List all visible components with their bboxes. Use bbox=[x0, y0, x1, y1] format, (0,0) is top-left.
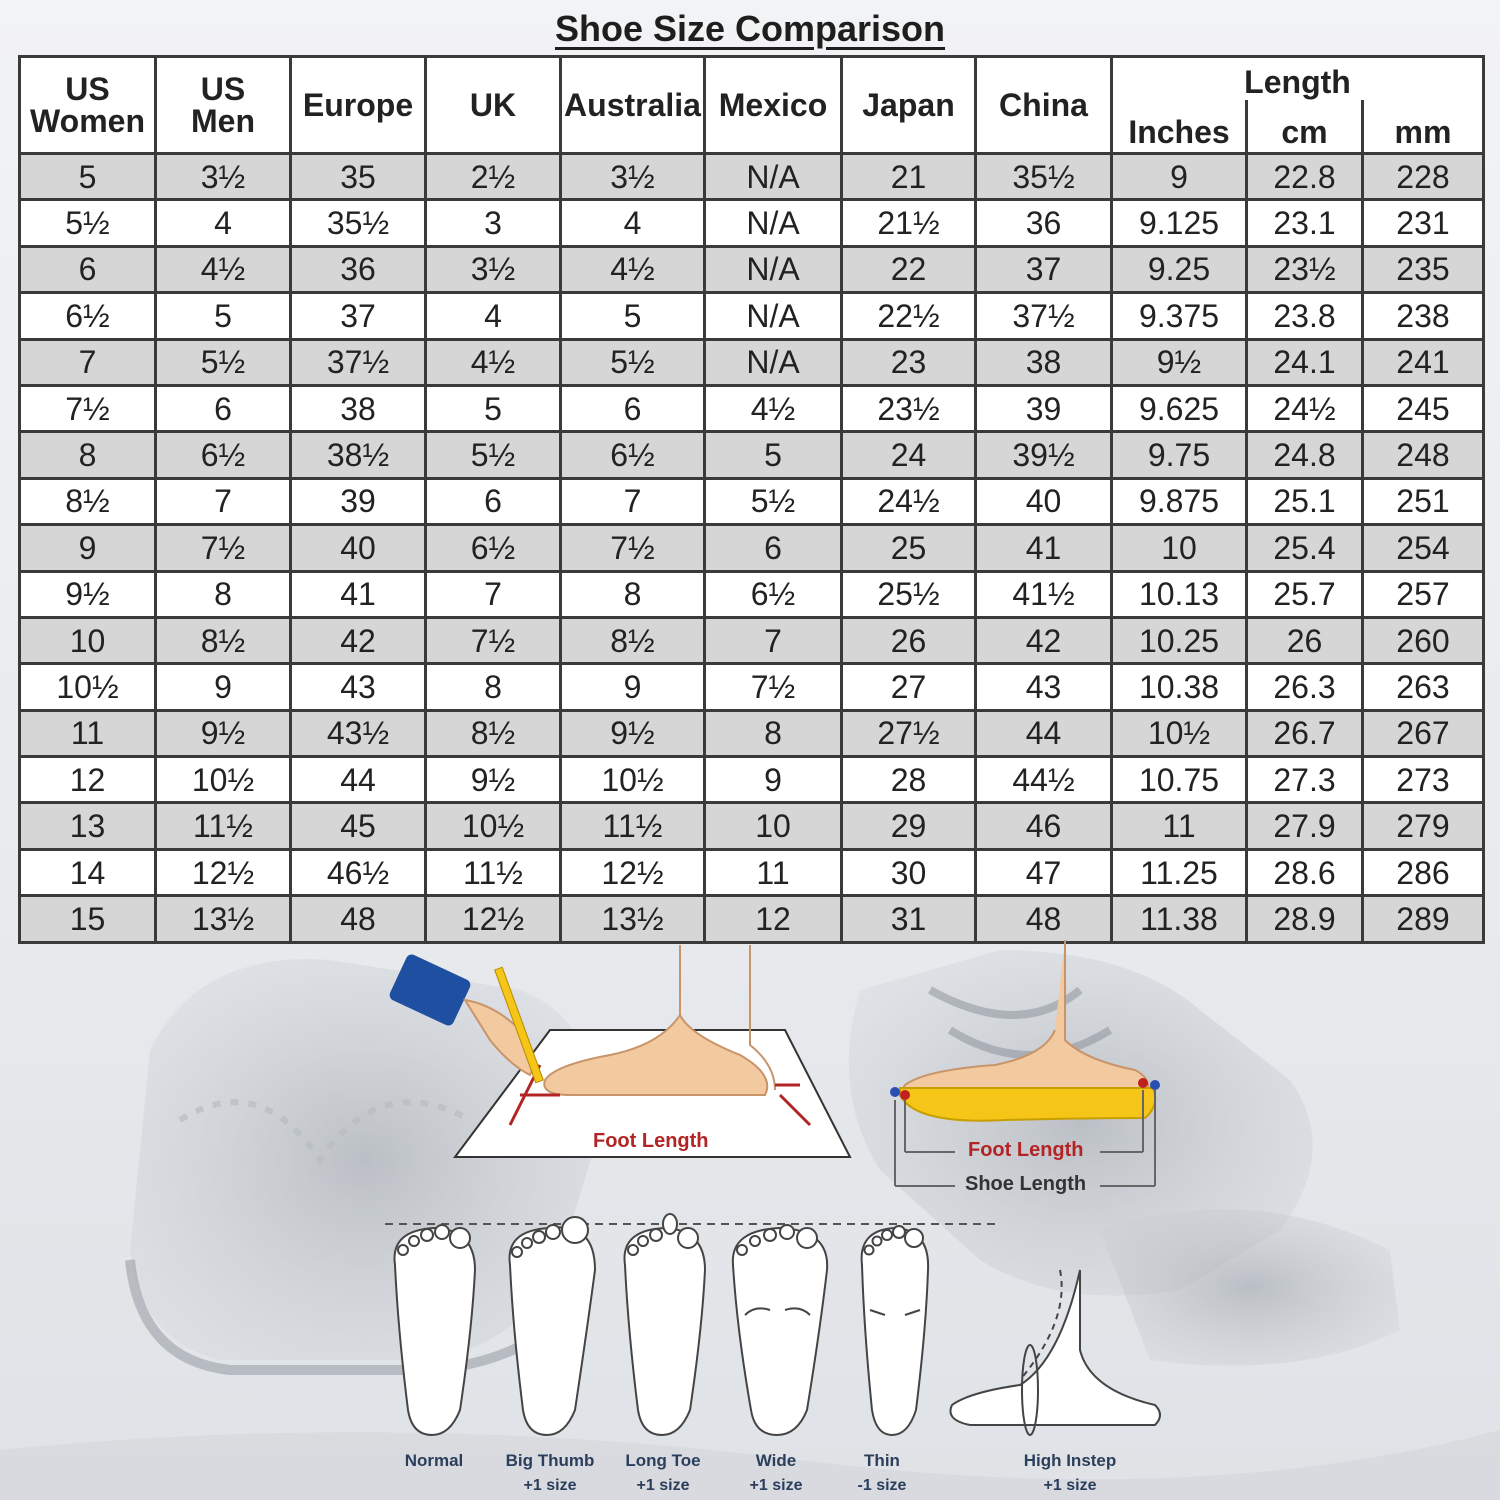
table-cell: 6 bbox=[426, 478, 561, 524]
table-cell: 4½ bbox=[156, 246, 291, 292]
table-cell: 36 bbox=[291, 246, 426, 292]
header-us-women-line2: Women bbox=[30, 103, 145, 139]
table-cell: 43½ bbox=[291, 710, 426, 756]
table-row bbox=[20, 664, 1484, 710]
table-cell: 45 bbox=[291, 803, 426, 849]
table-cell: 40 bbox=[976, 478, 1112, 524]
table-cell: 3½ bbox=[426, 246, 561, 292]
table-cell: 10 bbox=[1112, 525, 1247, 571]
table-cell: 28.6 bbox=[1247, 849, 1363, 895]
table-cell: 11 bbox=[1112, 803, 1247, 849]
table-cell: 9.375 bbox=[1112, 293, 1247, 339]
table-cell: 25.7 bbox=[1247, 571, 1363, 617]
table-cell: 12½ bbox=[561, 849, 705, 895]
table-cell: 11½ bbox=[156, 803, 291, 849]
table-row bbox=[20, 757, 1484, 803]
table-body bbox=[20, 154, 1484, 943]
table-cell: 25½ bbox=[842, 571, 976, 617]
table-cell: 12½ bbox=[426, 896, 561, 942]
table-cell: 39 bbox=[976, 385, 1112, 431]
table-cell: N/A bbox=[705, 200, 842, 246]
table-cell: 35½ bbox=[291, 200, 426, 246]
table-cell: 7½ bbox=[20, 385, 156, 431]
table-cell: 10 bbox=[705, 803, 842, 849]
table-cell: 10½ bbox=[561, 757, 705, 803]
table-cell: 24½ bbox=[1247, 385, 1363, 431]
table-cell: 27½ bbox=[842, 710, 976, 756]
table-cell: 6½ bbox=[705, 571, 842, 617]
table-cell: 9.875 bbox=[1112, 478, 1247, 524]
table-cell: 260 bbox=[1363, 617, 1484, 663]
table-cell: 5 bbox=[20, 154, 156, 200]
table-cell: 11 bbox=[20, 710, 156, 756]
table-cell: 5 bbox=[705, 432, 842, 478]
table-row bbox=[20, 293, 1484, 339]
table-cell: 44 bbox=[976, 710, 1112, 756]
table-cell: 248 bbox=[1363, 432, 1484, 478]
table-cell: 43 bbox=[976, 664, 1112, 710]
table-cell: 254 bbox=[1363, 525, 1484, 571]
table-cell: 11.25 bbox=[1112, 849, 1247, 895]
table-cell: 38½ bbox=[291, 432, 426, 478]
table-cell: 37 bbox=[291, 293, 426, 339]
table-row bbox=[20, 200, 1484, 246]
table-cell: 4 bbox=[426, 293, 561, 339]
table-cell: 10.38 bbox=[1112, 664, 1247, 710]
table-cell: 6½ bbox=[426, 525, 561, 571]
table-cell: 12½ bbox=[156, 849, 291, 895]
table-cell: 5½ bbox=[20, 200, 156, 246]
table-cell: 11 bbox=[705, 849, 842, 895]
table-cell: 21½ bbox=[842, 200, 976, 246]
table-row bbox=[20, 339, 1484, 385]
table-cell: 25.1 bbox=[1247, 478, 1363, 524]
thin-foot-icon bbox=[862, 1226, 928, 1435]
table-cell: 48 bbox=[291, 896, 426, 942]
table-cell: 10½ bbox=[1112, 710, 1247, 756]
table-cell: 4 bbox=[561, 200, 705, 246]
shoe-size-table bbox=[18, 55, 1485, 944]
table-cell: 38 bbox=[291, 385, 426, 431]
table-cell: 7½ bbox=[156, 525, 291, 571]
foot-type-big-thumb-note: +1 size bbox=[523, 1477, 577, 1494]
table-cell: 267 bbox=[1363, 710, 1484, 756]
table-cell: 5 bbox=[426, 385, 561, 431]
table-cell: 25.4 bbox=[1247, 525, 1363, 571]
table-cell: 238 bbox=[1363, 293, 1484, 339]
table-cell: 26 bbox=[1247, 617, 1363, 663]
table-cell: 3½ bbox=[156, 154, 291, 200]
table-cell: 245 bbox=[1363, 385, 1484, 431]
header-australia: Australia bbox=[561, 57, 705, 154]
table-cell: 9 bbox=[20, 525, 156, 571]
table-cell: 10.75 bbox=[1112, 757, 1247, 803]
table-cell: 22½ bbox=[842, 293, 976, 339]
table-cell: 23 bbox=[842, 339, 976, 385]
foot-type-long-toe-note: +1 size bbox=[636, 1477, 690, 1494]
table-cell: 23½ bbox=[1247, 246, 1363, 292]
table-cell: 44 bbox=[291, 757, 426, 803]
table-cell: 231 bbox=[1363, 200, 1484, 246]
table-cell: 7 bbox=[20, 339, 156, 385]
table-cell: 286 bbox=[1363, 849, 1484, 895]
table-cell: 35½ bbox=[976, 154, 1112, 200]
table-row bbox=[20, 710, 1484, 756]
header-cm: cm bbox=[1247, 100, 1363, 154]
table-cell: 8 bbox=[20, 432, 156, 478]
header-europe: Europe bbox=[291, 57, 426, 154]
wide-foot-icon bbox=[733, 1225, 827, 1435]
table-cell: 26.7 bbox=[1247, 710, 1363, 756]
table-row bbox=[20, 246, 1484, 292]
table-cell: 5½ bbox=[426, 432, 561, 478]
table-row bbox=[20, 849, 1484, 895]
table-cell: 46 bbox=[976, 803, 1112, 849]
table-cell: 7½ bbox=[426, 617, 561, 663]
table-cell: 24 bbox=[842, 432, 976, 478]
table-row bbox=[20, 571, 1484, 617]
table-cell: 9½ bbox=[561, 710, 705, 756]
header-us-men-line2: Men bbox=[191, 103, 255, 139]
table-cell: 8½ bbox=[426, 710, 561, 756]
header-inches: Inches bbox=[1112, 100, 1247, 154]
table-cell: 6½ bbox=[561, 432, 705, 478]
table-cell: 40 bbox=[291, 525, 426, 571]
table-cell: 37½ bbox=[976, 293, 1112, 339]
foot-type-high-instep-note: +1 size bbox=[1043, 1477, 1097, 1494]
table-cell: 38 bbox=[976, 339, 1112, 385]
table-cell: 5 bbox=[561, 293, 705, 339]
table-cell: 27 bbox=[842, 664, 976, 710]
table-cell: 289 bbox=[1363, 896, 1484, 942]
table-cell: 41 bbox=[291, 571, 426, 617]
table-cell: 10½ bbox=[156, 757, 291, 803]
table-cell: 257 bbox=[1363, 571, 1484, 617]
table-cell: 41 bbox=[976, 525, 1112, 571]
foot-type-wide-note: +1 size bbox=[749, 1477, 803, 1494]
table-cell: 12 bbox=[20, 757, 156, 803]
table-cell: 12 bbox=[705, 896, 842, 942]
high-instep-foot-icon bbox=[950, 1270, 1160, 1435]
table-cell: 5½ bbox=[156, 339, 291, 385]
foot-type-wide-label: Wide bbox=[755, 1451, 797, 1470]
table-cell: 47 bbox=[976, 849, 1112, 895]
table-cell: 43 bbox=[291, 664, 426, 710]
foot-type-thin-label: Thin bbox=[864, 1451, 900, 1470]
big-thumb-foot-icon bbox=[510, 1217, 596, 1435]
table-cell: 25 bbox=[842, 525, 976, 571]
table-cell: 35 bbox=[291, 154, 426, 200]
table-cell: 9.125 bbox=[1112, 200, 1247, 246]
table-cell: N/A bbox=[705, 293, 842, 339]
measure-foot-length-label: Foot Length bbox=[593, 1130, 709, 1152]
foot-type-thin-note: -1 size bbox=[857, 1477, 907, 1494]
table-row bbox=[20, 478, 1484, 524]
table-cell: 9.75 bbox=[1112, 432, 1247, 478]
table-cell: 42 bbox=[976, 617, 1112, 663]
table-row bbox=[20, 896, 1484, 942]
table-cell: 241 bbox=[1363, 339, 1484, 385]
table-cell: 10 bbox=[20, 617, 156, 663]
foot-type-long-toe-label: Long Toe bbox=[625, 1451, 701, 1470]
header-china: China bbox=[976, 57, 1112, 154]
table-cell: 46½ bbox=[291, 849, 426, 895]
table-cell: 4 bbox=[156, 200, 291, 246]
table-cell: 13½ bbox=[561, 896, 705, 942]
table-cell: 9 bbox=[561, 664, 705, 710]
header-japan: Japan bbox=[842, 57, 976, 154]
table-cell: 23.8 bbox=[1247, 293, 1363, 339]
table-cell: N/A bbox=[705, 246, 842, 292]
table-cell: 36 bbox=[976, 200, 1112, 246]
table-cell: 24½ bbox=[842, 478, 976, 524]
header-us-women bbox=[20, 57, 156, 154]
table-cell: 10½ bbox=[426, 803, 561, 849]
foot-type-big-thumb-label: Big Thumb bbox=[505, 1451, 595, 1470]
table-cell: 13 bbox=[20, 803, 156, 849]
table-cell: 6½ bbox=[156, 432, 291, 478]
table-cell: 4½ bbox=[705, 385, 842, 431]
header-mm: mm bbox=[1363, 100, 1484, 154]
shoe-length-label: Shoe Length bbox=[965, 1173, 1087, 1195]
table-cell: 7 bbox=[705, 617, 842, 663]
table-cell: 3 bbox=[426, 200, 561, 246]
table-cell: 22.8 bbox=[1247, 154, 1363, 200]
table-cell: 41½ bbox=[976, 571, 1112, 617]
shoe-foot-length-label: Foot Length bbox=[968, 1139, 1084, 1161]
table-cell: 8 bbox=[705, 710, 842, 756]
table-cell: 228 bbox=[1363, 154, 1484, 200]
header-length: Length bbox=[1112, 57, 1484, 101]
table-cell: 7 bbox=[561, 478, 705, 524]
table-row bbox=[20, 154, 1484, 200]
table-cell: 39 bbox=[291, 478, 426, 524]
foot-type-high-instep-label: High Instep bbox=[1023, 1451, 1117, 1470]
table-cell: 4½ bbox=[561, 246, 705, 292]
table-cell: 21 bbox=[842, 154, 976, 200]
normal-foot-icon bbox=[395, 1225, 476, 1435]
table-cell: 30 bbox=[842, 849, 976, 895]
table-cell: 251 bbox=[1363, 478, 1484, 524]
table-cell: 279 bbox=[1363, 803, 1484, 849]
table-cell: 48 bbox=[976, 896, 1112, 942]
table-cell: 5½ bbox=[705, 478, 842, 524]
header-us-women-line1: US bbox=[65, 71, 110, 107]
table-cell: 13½ bbox=[156, 896, 291, 942]
table-cell: 8 bbox=[561, 571, 705, 617]
table-cell: 2½ bbox=[426, 154, 561, 200]
table-cell: 27.9 bbox=[1247, 803, 1363, 849]
table-cell: 14 bbox=[20, 849, 156, 895]
table-cell: 8½ bbox=[20, 478, 156, 524]
table-cell: 9 bbox=[1112, 154, 1247, 200]
table-cell: 8½ bbox=[561, 617, 705, 663]
header-us-men bbox=[156, 57, 291, 154]
table-cell: 7 bbox=[426, 571, 561, 617]
table-cell: 10.13 bbox=[1112, 571, 1247, 617]
table-cell: 37 bbox=[976, 246, 1112, 292]
table-cell: 6 bbox=[705, 525, 842, 571]
page-title: Shoe Size Comparison bbox=[554, 8, 946, 49]
foot-types-illustration bbox=[380, 1210, 1180, 1450]
table-cell: 235 bbox=[1363, 246, 1484, 292]
table-cell: 26 bbox=[842, 617, 976, 663]
table-cell: 27.3 bbox=[1247, 757, 1363, 803]
table-cell: 6 bbox=[561, 385, 705, 431]
table-cell: 9 bbox=[705, 757, 842, 803]
table-cell: 15 bbox=[20, 896, 156, 942]
table-cell: 39½ bbox=[976, 432, 1112, 478]
long-toe-foot-icon bbox=[625, 1214, 706, 1435]
table-cell: 7½ bbox=[561, 525, 705, 571]
table-cell: 10.25 bbox=[1112, 617, 1247, 663]
table-cell: 11½ bbox=[426, 849, 561, 895]
table-cell: 8 bbox=[156, 571, 291, 617]
table-cell: 9½ bbox=[426, 757, 561, 803]
table-cell: 9.625 bbox=[1112, 385, 1247, 431]
table-cell: 24.8 bbox=[1247, 432, 1363, 478]
table-cell: 9½ bbox=[20, 571, 156, 617]
table-cell: 23½ bbox=[842, 385, 976, 431]
foot-type-normal-label: Normal bbox=[404, 1451, 464, 1470]
table-cell: 28 bbox=[842, 757, 976, 803]
header-uk: UK bbox=[426, 57, 561, 154]
table-cell: 6 bbox=[156, 385, 291, 431]
table-cell: 6 bbox=[20, 246, 156, 292]
table-cell: 7½ bbox=[705, 664, 842, 710]
table-cell: 11½ bbox=[561, 803, 705, 849]
table-cell: 31 bbox=[842, 896, 976, 942]
table-cell: 8½ bbox=[156, 617, 291, 663]
table-cell: 8 bbox=[426, 664, 561, 710]
table-cell: 23.1 bbox=[1247, 200, 1363, 246]
table-cell: 44½ bbox=[976, 757, 1112, 803]
table-row bbox=[20, 617, 1484, 663]
table-cell: N/A bbox=[705, 339, 842, 385]
table-cell: 37½ bbox=[291, 339, 426, 385]
table-cell: N/A bbox=[705, 154, 842, 200]
table-cell: 263 bbox=[1363, 664, 1484, 710]
table-cell: 28.9 bbox=[1247, 896, 1363, 942]
table-row bbox=[20, 385, 1484, 431]
table-cell: 4½ bbox=[426, 339, 561, 385]
table-cell: 7 bbox=[156, 478, 291, 524]
table-row bbox=[20, 803, 1484, 849]
table-cell: 3½ bbox=[561, 154, 705, 200]
table-cell: 9½ bbox=[1112, 339, 1247, 385]
header-us-men-line1: US bbox=[200, 71, 246, 107]
table-cell: 9.25 bbox=[1112, 246, 1247, 292]
table-cell: 42 bbox=[291, 617, 426, 663]
table-cell: 9½ bbox=[156, 710, 291, 756]
table-cell: 10½ bbox=[20, 664, 156, 710]
table-cell: 9 bbox=[156, 664, 291, 710]
table-cell: 273 bbox=[1363, 757, 1484, 803]
table-cell: 11.38 bbox=[1112, 896, 1247, 942]
table-row bbox=[20, 525, 1484, 571]
table-cell: 5½ bbox=[561, 339, 705, 385]
table-cell: 26.3 bbox=[1247, 664, 1363, 710]
table-cell: 29 bbox=[842, 803, 976, 849]
table-cell: 5 bbox=[156, 293, 291, 339]
table-cell: 22 bbox=[842, 246, 976, 292]
table-cell: 24.1 bbox=[1247, 339, 1363, 385]
table-row bbox=[20, 432, 1484, 478]
table-cell: 6½ bbox=[20, 293, 156, 339]
header-mexico: Mexico bbox=[705, 57, 842, 154]
